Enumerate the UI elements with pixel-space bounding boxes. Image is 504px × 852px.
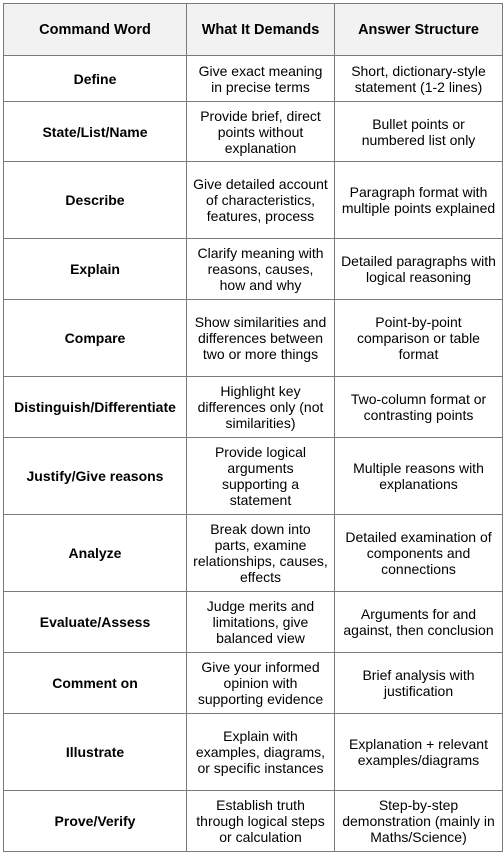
- header-what-it-demands: What It Demands: [187, 4, 335, 56]
- demands-cell: Give exact meaning in precise terms: [187, 56, 335, 102]
- demands-cell: Explain with examples, diagrams, or specific instances: [187, 714, 335, 791]
- command-word-cell: Distinguish/Differentiate: [4, 377, 187, 438]
- answer-structure-cell: Bullet points or numbered list only: [335, 102, 503, 162]
- table-row: [4, 162, 503, 239]
- command-word-cell: Analyze: [4, 515, 187, 592]
- answer-structure-cell: Two-column format or contrasting points: [335, 377, 503, 438]
- table-row: [4, 592, 503, 653]
- table-row: [4, 102, 503, 162]
- demands-cell: Clarify meaning with reasons, causes, how and why: [187, 239, 335, 300]
- demands-cell: Give your informed opinion with supporting evidence: [187, 653, 335, 714]
- answer-structure-cell: Arguments for and against, then conclusion: [335, 592, 503, 653]
- demands-cell: Judge merits and limitations, give balanced view: [187, 592, 335, 653]
- command-word-cell: Evaluate/Assess: [4, 592, 187, 653]
- table-row: [4, 515, 503, 592]
- command-words-table: [3, 3, 503, 852]
- demands-cell: Give detailed account of characteristics, features, process: [187, 162, 335, 239]
- table-row: [4, 239, 503, 300]
- table-row: [4, 653, 503, 714]
- table-row: [4, 714, 503, 791]
- table-row: [4, 438, 503, 515]
- command-word-cell: Prove/Verify: [4, 791, 187, 852]
- header-row: [4, 4, 503, 56]
- command-word-cell: Explain: [4, 239, 187, 300]
- command-word-cell: Illustrate: [4, 714, 187, 791]
- table-row: [4, 791, 503, 852]
- answer-structure-cell: Explanation + relevant examples/diagrams: [335, 714, 503, 791]
- table-row: [4, 377, 503, 438]
- demands-cell: Break down into parts, examine relationships, causes, effects: [187, 515, 335, 592]
- answer-structure-cell: Paragraph format with multiple points explained: [335, 162, 503, 239]
- demands-cell: Highlight key differences only (not similarities): [187, 377, 335, 438]
- answer-structure-cell: Step-by-step demonstration (mainly in Maths/Science): [335, 791, 503, 852]
- answer-structure-cell: Detailed examination of components and connections: [335, 515, 503, 592]
- demands-cell: Establish truth through logical steps or calculation: [187, 791, 335, 852]
- command-word-cell: Define: [4, 56, 187, 102]
- answer-structure-cell: Multiple reasons with explanations: [335, 438, 503, 515]
- answer-structure-cell: Short, dictionary-style statement (1-2 lines): [335, 56, 503, 102]
- command-word-cell: Justify/Give reasons: [4, 438, 187, 515]
- header-answer-structure: Answer Structure: [335, 4, 503, 56]
- answer-structure-cell: Detailed paragraphs with logical reasoning: [335, 239, 503, 300]
- command-word-cell: State/List/Name: [4, 102, 187, 162]
- demands-cell: Provide brief, direct points without explanation: [187, 102, 335, 162]
- command-word-cell: Comment on: [4, 653, 187, 714]
- table-row: [4, 300, 503, 377]
- demands-cell: Show similarities and differences between two or more things: [187, 300, 335, 377]
- command-word-cell: Compare: [4, 300, 187, 377]
- demands-cell: Provide logical arguments supporting a statement: [187, 438, 335, 515]
- header-command-word: Command Word: [4, 4, 187, 56]
- command-word-cell: Describe: [4, 162, 187, 239]
- table-row: [4, 56, 503, 102]
- answer-structure-cell: Brief analysis with justification: [335, 653, 503, 714]
- answer-structure-cell: Point-by-point comparison or table format: [335, 300, 503, 377]
